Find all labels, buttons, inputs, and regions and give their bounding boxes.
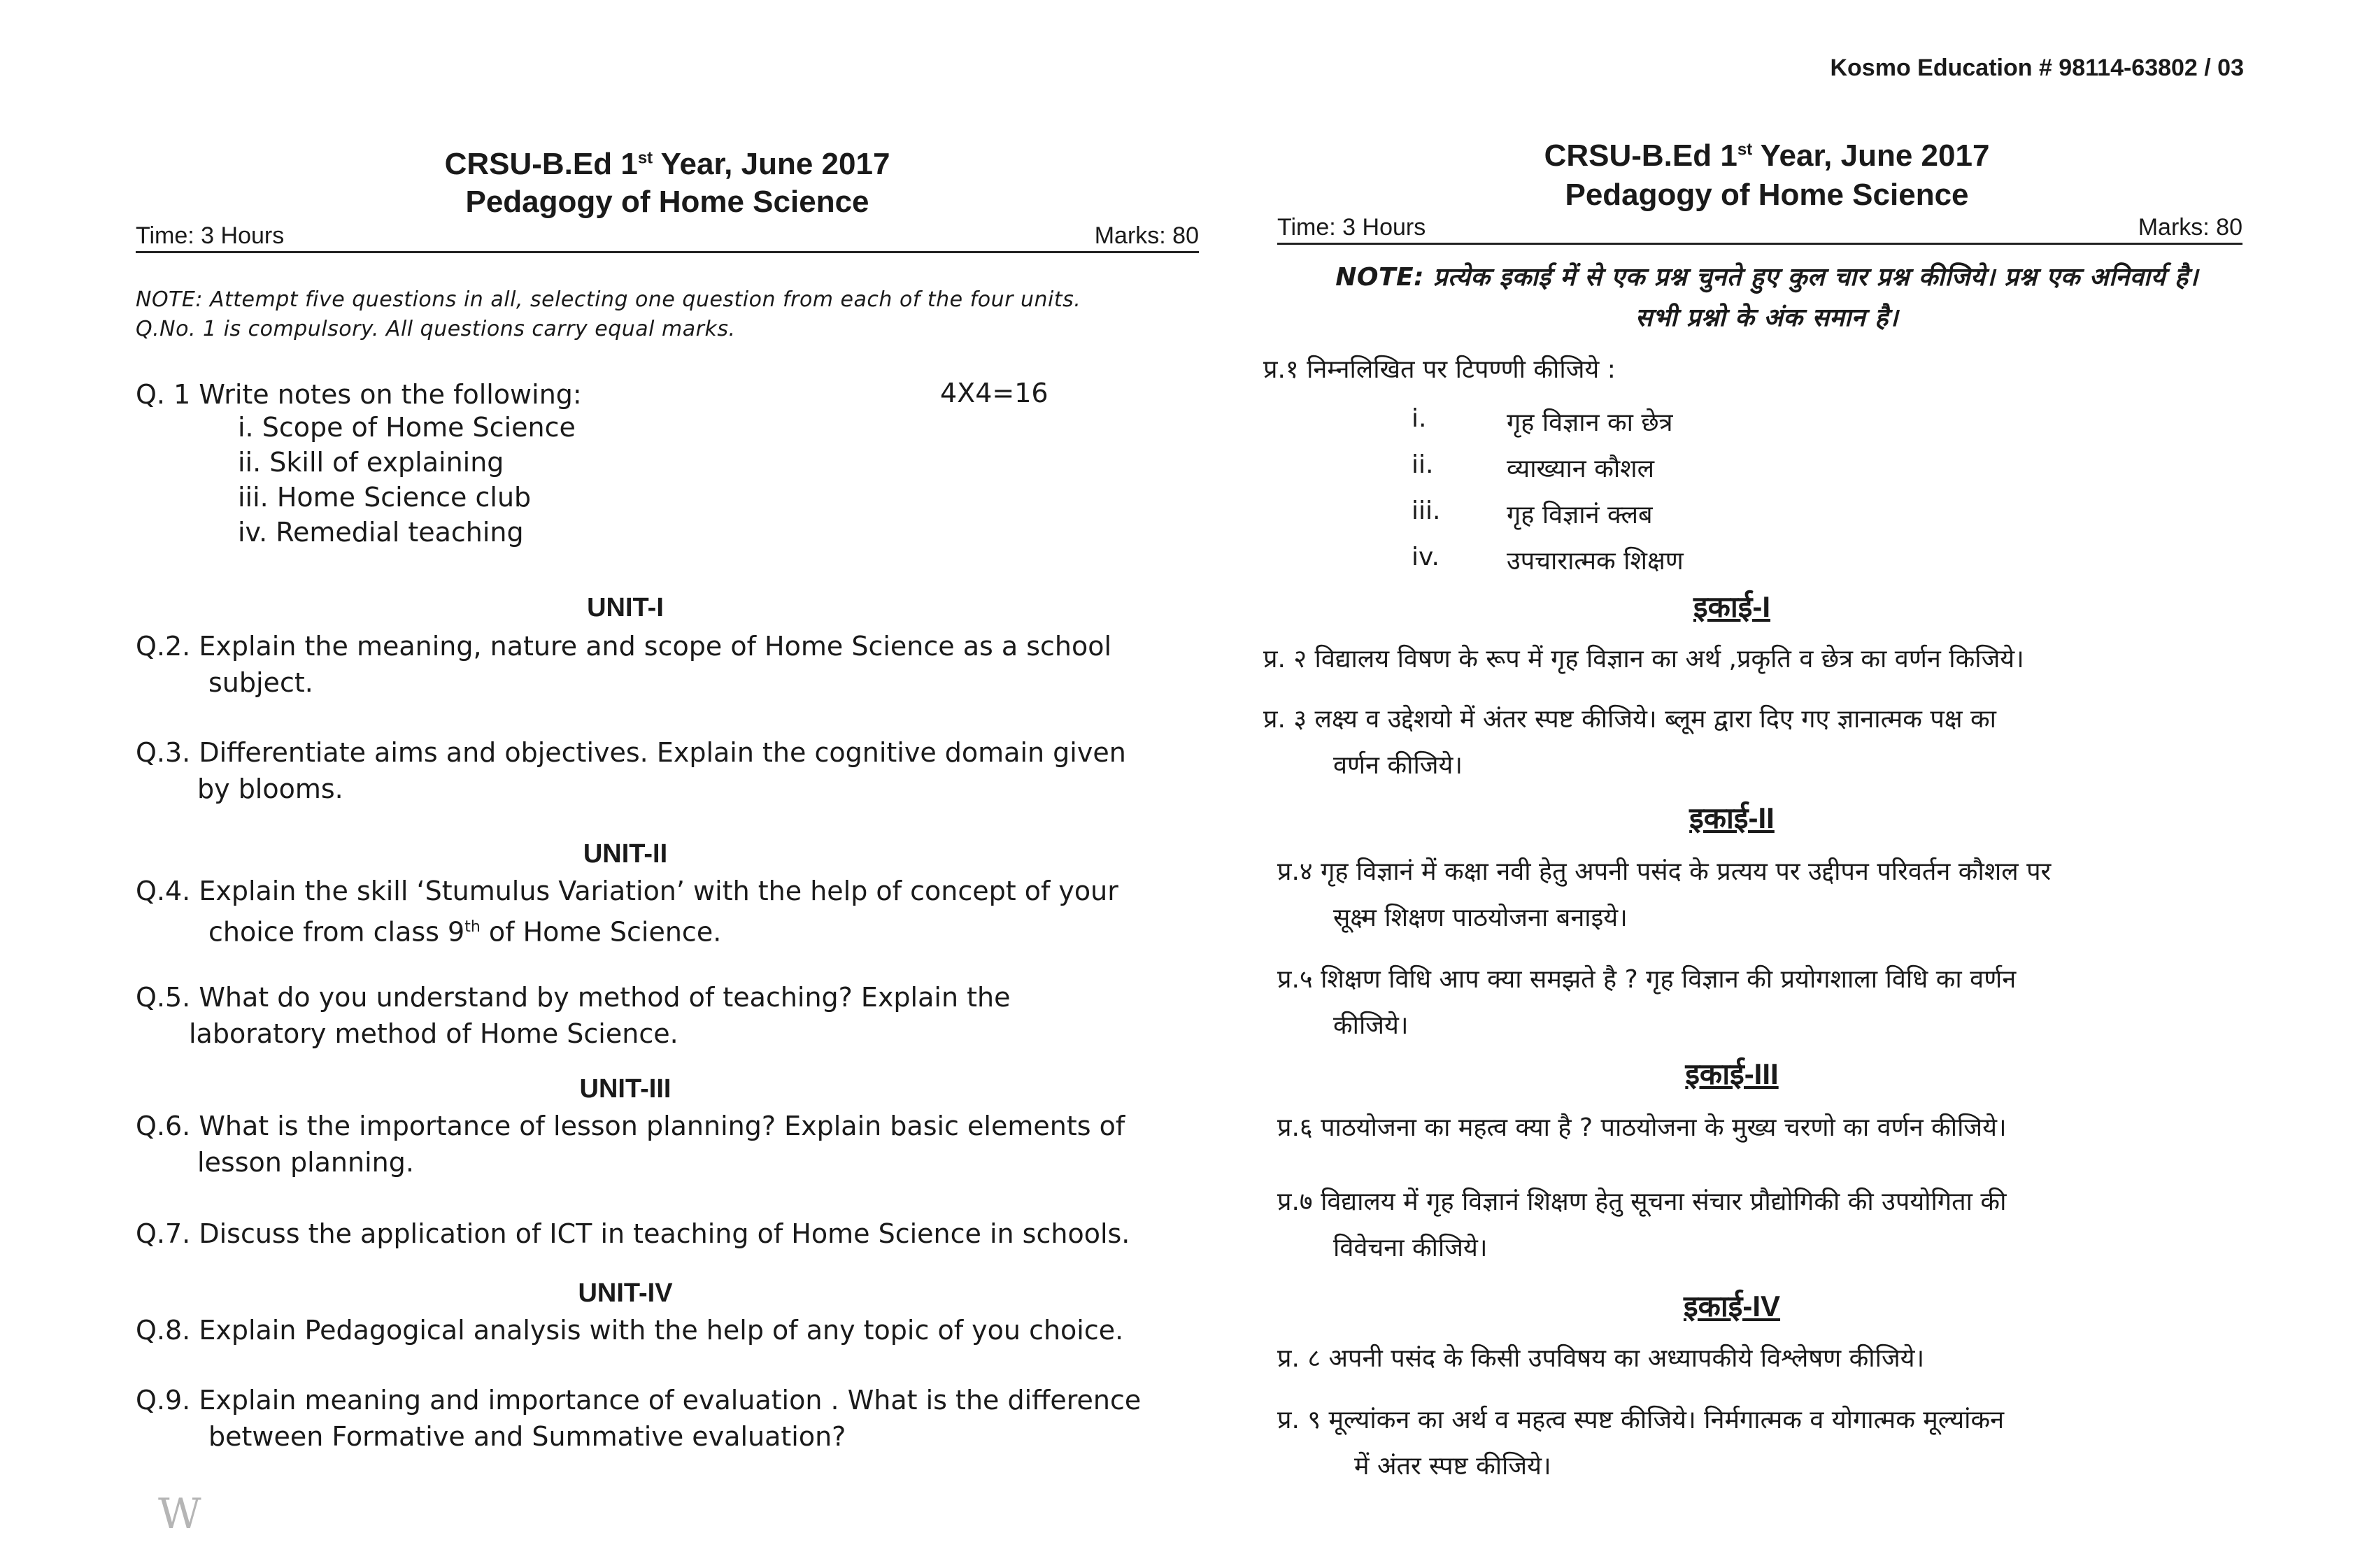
instructions-note <box>1263 257 2270 338</box>
question-2 <box>136 628 1111 701</box>
question-line: Q.3. Differentiate aims and objectives. Explain the cognitive domain given <box>136 737 1126 768</box>
question-3 <box>1263 697 1996 789</box>
title-sup: st <box>1737 140 1753 159</box>
unit-heading: UNIT-IV <box>578 1278 673 1308</box>
question-1-item-number: iii. <box>1412 497 1441 525</box>
time-label: Time: 3 Hours <box>136 222 285 249</box>
question-8: प्र. ८ अपनी पसंद के किसी उपविषय का अध्यापकीये विश्लेषण कीजिये। <box>1277 1344 1925 1373</box>
title-text: CRSU-B.Ed 1 <box>444 147 638 181</box>
title-text: CRSU-B.Ed 1 <box>1544 138 1737 173</box>
question-6 <box>136 1108 1125 1181</box>
question-1-item-number: ii. <box>1412 450 1434 479</box>
question-line: between Formative and Summative evaluation? <box>208 1421 846 1452</box>
unit-heading: इकाई-I <box>1693 590 1771 623</box>
question-4 <box>1277 849 2051 941</box>
question-7 <box>1277 1179 2006 1271</box>
unit-heading: UNIT-I <box>587 593 664 622</box>
question-line: choice from class 9 <box>208 916 465 948</box>
question-line: में अंतर स्पष्ट कीजिये। <box>1354 1452 1551 1481</box>
paper-title <box>1263 138 2270 173</box>
question-8: Q.8. Explain Pedagogical analysis with the help of any topic of you choice. <box>136 1315 1124 1346</box>
note-line: Q.No. 1 is compulsory. All questions carry equal marks. <box>136 317 736 341</box>
paper-title <box>136 147 1199 182</box>
title-text-suffix: Year, June 2017 <box>1752 138 1990 173</box>
unit-heading: इकाई-III <box>1685 1057 1779 1090</box>
question-1-marks: 4X4=16 <box>940 378 1049 408</box>
question-line: प्र.५ शिक्षण विधि आप क्या समझते है ? गृह विज्ञान की प्रयोगशाला विधि का वर्णन <box>1277 965 2017 994</box>
meta-row <box>136 222 1199 253</box>
question-2: प्र. २ विद्यालय विषण के रूप में गृह विज्ञान का अर्थ ,प्रकृति व छेत्र का वर्णन किजिये। <box>1263 645 2024 673</box>
question-1-item: व्याख्यान कौशल <box>1507 455 1655 483</box>
question-9 <box>1277 1397 2004 1490</box>
unit-heading: इकाई-II <box>1689 801 1775 834</box>
question-line: lesson planning. <box>197 1147 414 1178</box>
question-line: प्र. ३ लक्ष्य व उद्देशयो में अंतर स्पष्ट कीजिये। ब्लूम द्वारा दिए गए ज्ञानात्मक पक्ष का <box>1263 705 1996 734</box>
question-1-item: i. Scope of Home Science <box>238 412 576 443</box>
question-line: Q.4. Explain the skill ‘Stumulus Variation’ with the help of concept of your <box>136 876 1118 906</box>
note-line: सभी प्रश्नो के अंक समान है। <box>1635 304 1899 332</box>
question-9 <box>136 1382 1141 1455</box>
header-contact: Kosmo Education # 98114-63802 / 03 <box>1830 55 2244 81</box>
note-line: NOTE: प्रत्येक इकाई में से एक प्रश्न चुनते हुए कुल चार प्रश्न कीजिये। प्रश्न एक अनिवार्य है। <box>1335 263 2198 292</box>
question-1-item: iv. Remedial teaching <box>238 517 524 548</box>
title-text-suffix: Year, June 2017 <box>653 147 890 181</box>
question-line: सूक्ष्म शिक्षण पाठयोजना बनाइये। <box>1333 904 1628 932</box>
question-5 <box>1277 957 2016 1049</box>
question-1: Q. 1 Write notes on the following: <box>136 379 582 410</box>
question-7: Q.7. Discuss the application of ICT in teaching of Home Science in schools. <box>136 1218 1130 1249</box>
question-line: प्र.७ विद्यालय में गृह विज्ञानं शिक्षण हेतु सूचना संचार प्रौद्योगिकी की उपयोगिता की <box>1277 1188 2007 1216</box>
question-1-item-number: i. <box>1412 404 1427 433</box>
question-5 <box>136 979 1010 1052</box>
title-sup: st <box>637 148 653 168</box>
note-line: NOTE: Attempt five questions in all, selecting one question from each of the four units. <box>136 287 1081 312</box>
question-line: प्र. ९ मूल्यांकन का अर्थ व महत्व स्पष्ट कीजिये। निर्मगात्मक व योगात्मक मूल्यांकन <box>1277 1406 2005 1434</box>
question-3 <box>136 734 1126 807</box>
question-1: प्र.१ निम्नलिखित पर टिपण्णी कीजिये : <box>1263 355 1616 384</box>
question-line-suffix: of Home Science. <box>480 916 722 948</box>
subject-title: Pedagogy of Home Science <box>465 185 869 219</box>
meta-row <box>1277 214 2242 245</box>
question-1-item: ii. Skill of explaining <box>238 447 504 478</box>
question-1-item: गृह विज्ञानं क्लब <box>1507 501 1653 529</box>
question-1-item: गृह विज्ञान का छेत्र <box>1507 408 1673 437</box>
question-line: Q.2. Explain the meaning, nature and scope of Home Science as a school <box>136 631 1112 662</box>
question-1-item-number: iv. <box>1412 543 1440 571</box>
marks-label: Marks: 80 <box>1094 222 1199 249</box>
question-line: कीजिये। <box>1333 1011 1409 1040</box>
unit-heading: UNIT-II <box>583 839 668 869</box>
question-line: subject. <box>208 667 313 698</box>
question-line: Q.9. Explain meaning and importance of evaluation . What is the difference <box>136 1385 1142 1416</box>
question-line: वर्णन कीजिये। <box>1333 751 1463 780</box>
marks-label: Marks: 80 <box>2138 214 2242 241</box>
unit-heading: UNIT-III <box>579 1074 671 1104</box>
question-line: Q.5. What do you understand by method of teaching? Explain the <box>136 982 1011 1013</box>
subject-title: Pedagogy of Home Science <box>1565 178 1969 212</box>
watermark-logo: W <box>158 1490 201 1539</box>
question-line: by blooms. <box>197 774 343 804</box>
question-line: प्र.४ गृह विज्ञानं में कक्षा नवी हेतु अपनी पसंद के प्रत्यय पर उद्दीपन परिवर्तन कौशल पर <box>1277 857 2052 886</box>
instructions-note <box>136 285 1199 344</box>
question-line: Q.6. What is the importance of lesson planning? Explain basic elements of <box>136 1111 1125 1141</box>
question-line: विवेचना कीजिये। <box>1333 1234 1488 1262</box>
time-label: Time: 3 Hours <box>1277 214 1426 241</box>
question-1-item: उपचारात्मक शिक्षण <box>1507 547 1684 576</box>
question-6: प्र.६ पाठयोजना का महत्व क्या है ? पाठयोजना के मुख्य चरणो का वर्णन कीजिये। <box>1277 1113 2007 1142</box>
question-line: laboratory method of Home Science. <box>189 1018 678 1049</box>
unit-heading: इकाई-IV <box>1683 1290 1781 1323</box>
question-1-item: iii. Home Science club <box>238 482 532 513</box>
question-sup: th <box>464 918 481 936</box>
question-4 <box>136 873 1118 950</box>
